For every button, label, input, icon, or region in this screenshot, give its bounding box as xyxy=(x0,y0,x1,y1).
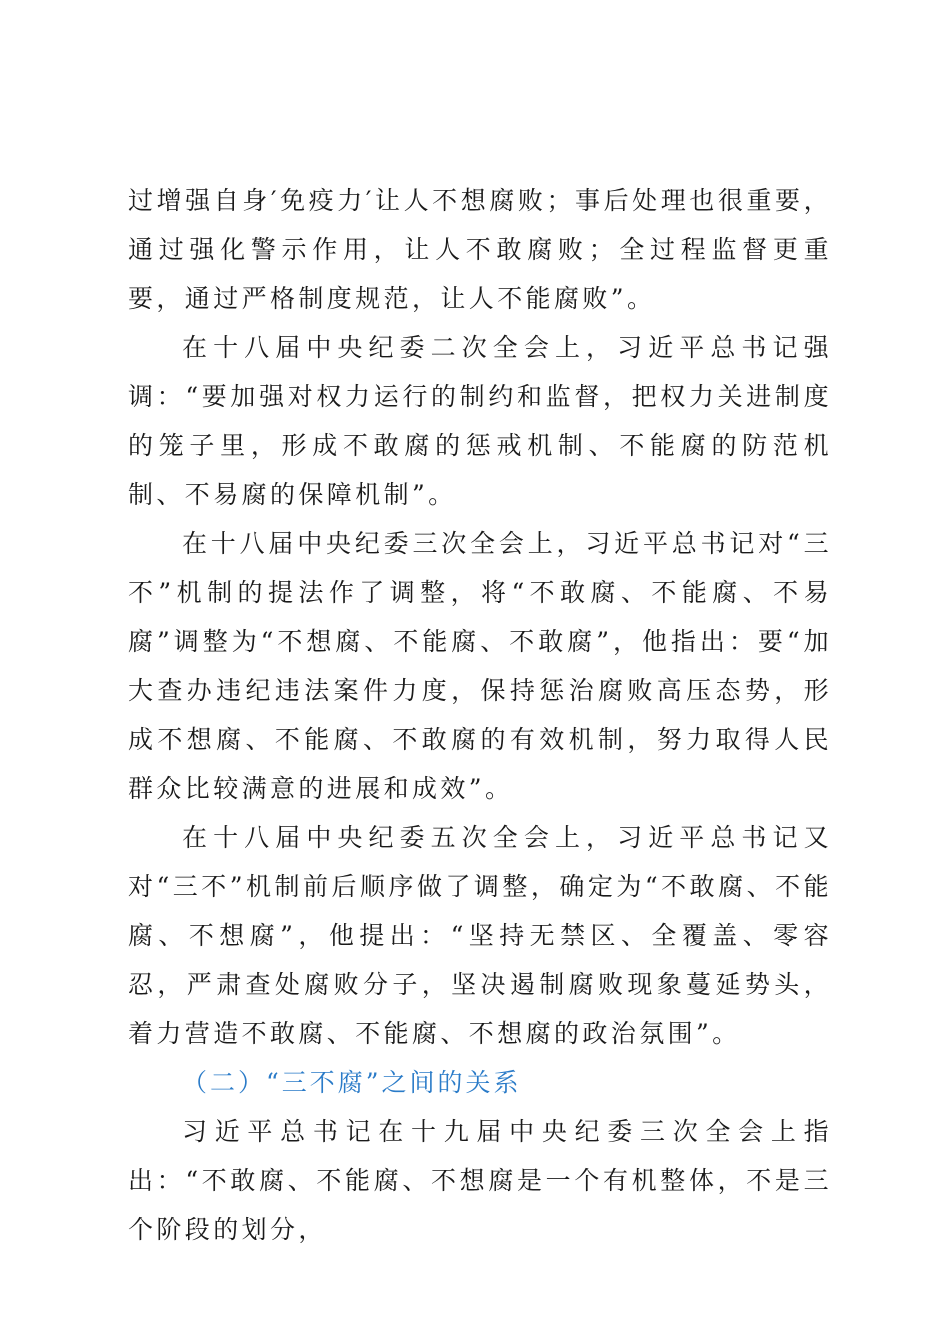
document-body xyxy=(128,176,832,1254)
paragraph-2: 在十八届中央纪委二次全会上，习近平总书记强调：“要加强对权力运行的制约和监督，把权力关进制度的笼子里，形成不敢腐的惩戒机制、不能腐的防范机制、不易腐的保障机制”。 xyxy=(128,333,832,509)
paragraph-5: 习近平总书记在十九届中央纪委三次全会上指出：“不敢腐、不能腐、不想腐是一个有机整体，不是三个阶段的划分， xyxy=(128,1117,832,1244)
section-heading: （二）“三不腐”之间的关系 xyxy=(182,1068,522,1097)
paragraph-1: 过增强自身′免疫力′让人不想腐败；事后处理也很重要，通过强化警示作用，让人不敢腐败；全过程监督更重要，通过严格制度规范，让人不能腐败”。 xyxy=(128,186,832,313)
paragraph-4: 在十八届中央纪委五次全会上，习近平总书记又对“三不”机制前后顺序做了调整，确定为“不敢腐、不能腐、不想腐”，他提出：“坚持无禁区、全覆盖、零容忍，严肃查处腐败分子，坚决遏制腐败现象蔓延势头，着力营造不敢腐、不能腐、不想腐的政治氛围”。 xyxy=(128,823,832,1048)
paragraph-3: 在十八届中央纪委三次全会上，习近平总书记对“三不”机制的提法作了调整，将“不敢腐、不能腐、不易腐”调整为“不想腐、不能腐、不敢腐”，他指出：要“加大查办违纪违法案件力度，保持惩治腐败高压态势，形成不想腐、不能腐、不敢腐的有效机制，努力取得人民群众比较满意的进展和成效”。 xyxy=(128,529,832,803)
